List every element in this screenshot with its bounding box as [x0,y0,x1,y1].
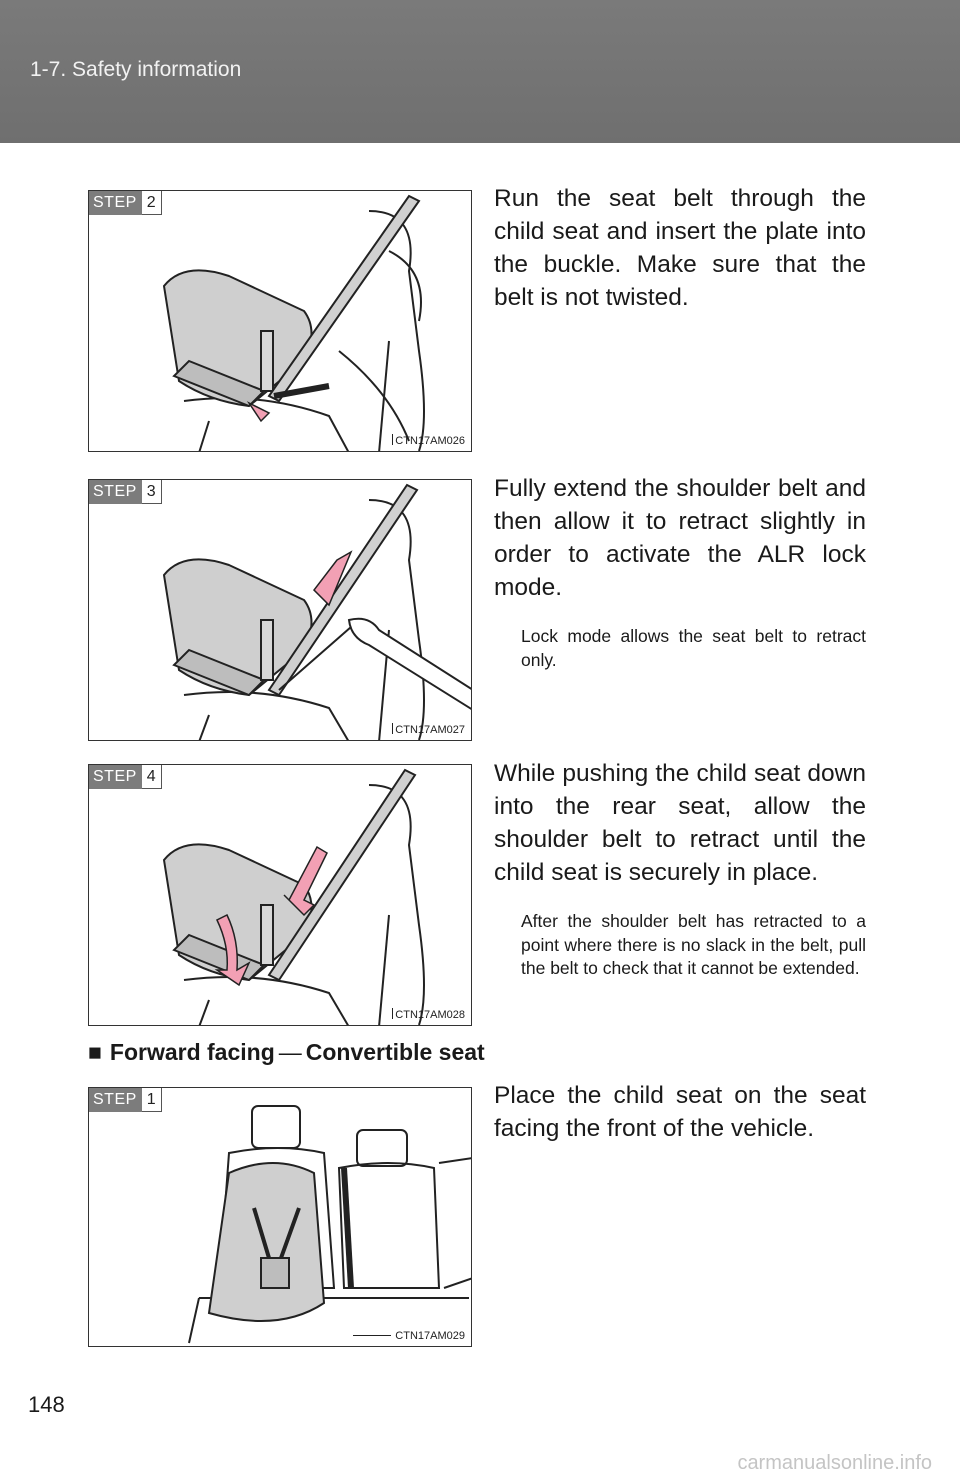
child-seat-illustration [89,191,472,452]
step-badge [89,191,162,215]
figure-code: CTN17AM028 [392,1008,465,1021]
step-label: STEP [89,765,142,789]
step-4-note: After the shoulder belt has retracted to a point where there is no slack in the belt, pull the belt to check that it cannot be extended. [521,911,866,978]
step-number: 1 [142,1088,162,1112]
step-3-text: Fully extend the shoulder belt and then allow it to retract slightly in order to activate the ALR lock mode. [494,475,866,601]
watermark: carmanualsonline.info [737,1452,932,1474]
figure-code: CTN17AM026 [392,434,465,447]
figure-step-4 [88,764,472,1026]
step-number: 4 [142,765,162,789]
step-label: STEP [89,1088,142,1112]
bullet-square: ■ [88,1039,102,1065]
figure-step-2 [88,190,472,452]
page-header [0,0,960,143]
heading-part-1: Forward facing [109,1039,275,1065]
step-label: STEP [89,480,142,504]
heading-part-2: Convertible seat [305,1039,485,1065]
figure-step-1 [88,1087,472,1347]
figure-code: CTN17AM029 [353,1330,465,1342]
step-4-text: While pushing the child seat down into the rear seat, allow the shoulder belt to retract until the child seat is securely in place. [494,760,866,886]
heading-separator: — [278,1039,302,1065]
figure-step-3 [88,479,472,741]
page-number: 148 [28,1392,65,1417]
section-title: 1-7. Safety information [30,58,242,81]
child-seat-illustration [89,480,472,741]
child-seat-illustration [89,765,472,1026]
step-badge [89,765,162,789]
step-number: 2 [142,191,162,215]
step-number: 3 [142,480,162,504]
step-3-note: Lock mode allows the seat belt to retract only. [521,626,866,670]
step-badge [89,1088,162,1112]
step-label: STEP [89,191,142,215]
step-2-text: Run the seat belt through the child seat and insert the plate into the buckle. Make sure that the belt is not twisted. [494,185,866,311]
step-1-text: Place the child seat on the seat facing the front of the vehicle. [494,1082,866,1142]
convertible-seat-illustration [89,1088,472,1347]
step-badge [89,480,162,504]
section-heading [88,1036,485,1068]
figure-code: CTN17AM027 [392,723,465,736]
